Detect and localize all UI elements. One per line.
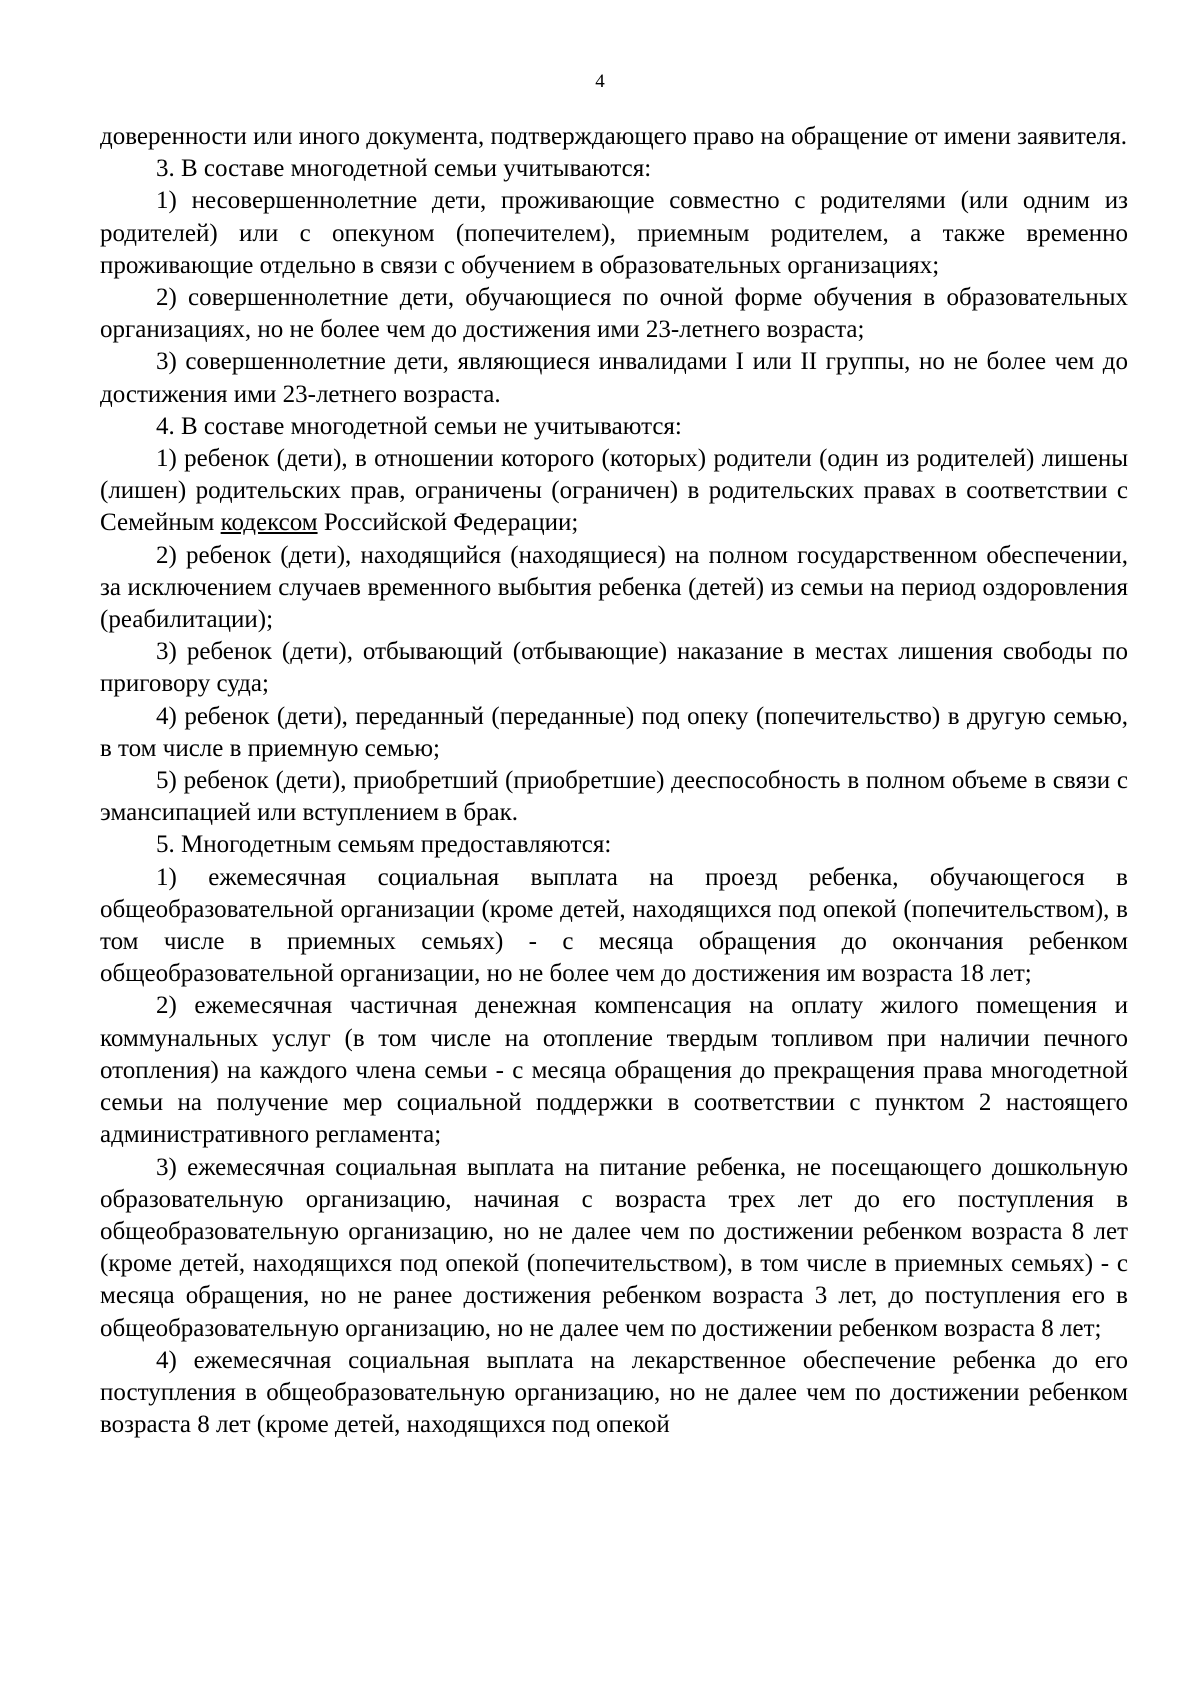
section-4-item-1-text-after: Российской Федерации; xyxy=(317,509,579,537)
section-3-item-3: 3) совершеннолетние дети, являющиеся инвалидами I или II группы, но не более чем до достижения ими 23-летнего возраста. xyxy=(100,348,1128,408)
section-5-heading: 5. Многодетным семьям предоставляются: xyxy=(156,831,612,859)
section-4-item-2: 2) ребенок (дети), находящийся (находящиеся) на полном государственном обеспечении, за исключением случаев временного выбытия ребенка (детей) из семьи на период оздоровления (реабилитации); xyxy=(100,541,1128,634)
section-5-item-3: 3) ежемесячная социальная выплата на питание ребенка, не посещающего дошкольную образовательную организацию, начиная с возраста трех лет до его поступления в общеобразовательную организацию, но не далее чем по достижении ребенком возраста 8 лет (кроме детей, находящихся под опекой (попечительством), в том числе в приемных семьях) - с месяца обращения, но не ранее достижения ребенком возраста 3 лет, до поступления его в общеобразовательную организацию, но не далее чем по достижении ребенком возраста 8 лет; xyxy=(100,1153,1128,1342)
paragraph-continuation: доверенности или иного документа, подтверждающего право на обращение от имени заявителя. xyxy=(100,123,1127,150)
section-4-item-5: 5) ребенок (дети), приобретший (приобретшие) дееспособность в полном объеме в связи с эмансипацией или вступлением в брак. xyxy=(100,767,1128,827)
section-3-item-2: 2) совершеннолетние дети, обучающиеся по очной форме обучения в образовательных организациях, но не более чем до достижения ими 23-летнего возраста; xyxy=(100,284,1128,344)
section-4-item-1-text-before: 1) ребенок (дети), в отношении которого (которых) родители (один из родителей) лишены (лишен) родительских прав, ограничены (ограничен) в родительских правах в соответствии с Семейным xyxy=(100,445,1128,537)
document-body xyxy=(100,121,1128,1441)
section-4-item-4: 4) ребенок (дети), переданный (переданные) под опеку (попечительство) в другую семью, в том числе в приемную семью; xyxy=(100,702,1128,762)
section-5-item-4: 4) ежемесячная социальная выплата на лекарственное обеспечение ребенка до его поступления в общеобразовательную организацию, но не далее чем по достижении ребенком возраста 8 лет (кроме детей, находящихся под опекой xyxy=(100,1346,1128,1439)
section-5-item-1: 1) ежемесячная социальная выплата на проезд ребенка, обучающегося в общеобразовательной организации (кроме детей, находящихся под опекой (попечительством), в том числе в приемных семьях) - с месяца обращения до окончания ребенком общеобразовательной организации, но не более чем до достижения им возраста 18 лет; xyxy=(100,863,1128,988)
section-3-heading: 3. В составе многодетной семьи учитываются: xyxy=(156,155,652,183)
section-4-item-3: 3) ребенок (дети), отбывающий (отбывающие) наказание в местах лишения свободы по приговору суда; xyxy=(100,638,1128,698)
section-4-heading: 4. В составе многодетной семьи не учитываются: xyxy=(156,412,682,440)
section-3-item-1: 1) несовершеннолетние дети, проживающие совместно с родителями (или одним из родителей) или с опекуном (попечителем), приемным родителем, а также временно проживающие отдельно в связи с обучением в образовательных организациях; xyxy=(100,187,1128,279)
section-4-item-1 xyxy=(100,443,1128,540)
family-code-link[interactable]: кодексом xyxy=(220,509,318,537)
section-5-item-2: 2) ежемесячная частичная денежная компенсация на оплату жилого помещения и коммунальных услуг (в том числе на отопление твердым топливом при наличии печного отопления) на каждого члена семьи - с месяца обращения до прекращения права многодетной семьи на получение мер социальной поддержки в соответствии с пунктом 2 настоящего административного регламента; xyxy=(100,992,1128,1149)
page-number: 4 xyxy=(595,71,605,92)
